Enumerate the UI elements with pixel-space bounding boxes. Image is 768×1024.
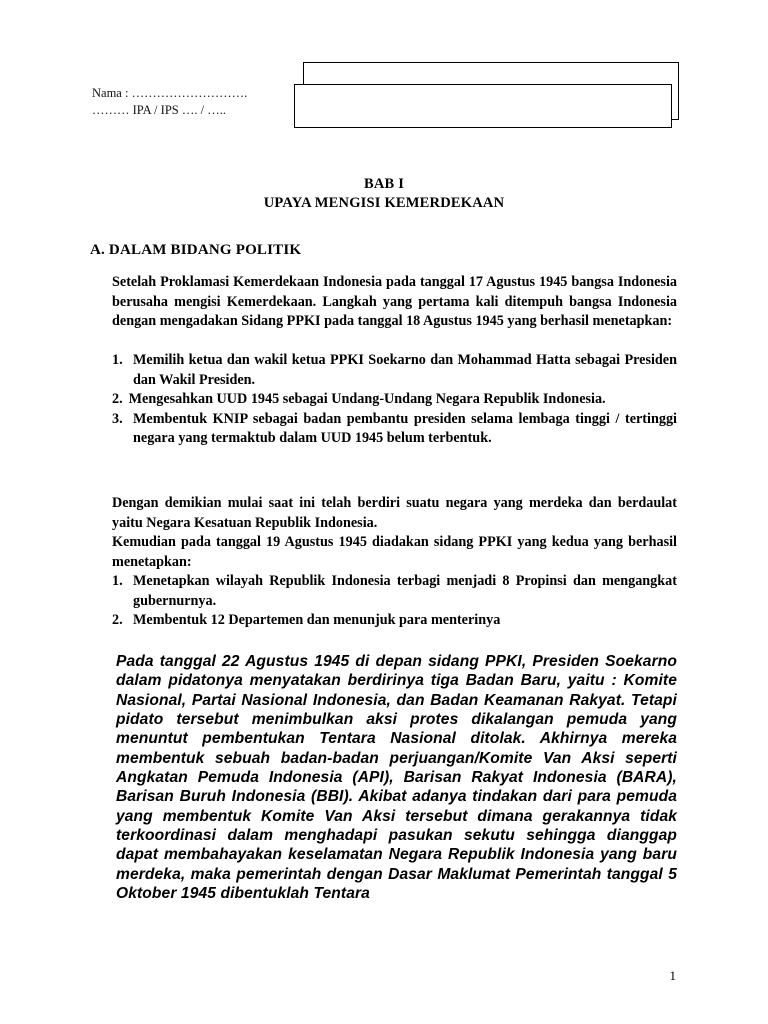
list-number: 2. xyxy=(112,391,123,408)
list-text: Mengesahkan UUD 1945 sebagai Undang-Undang Negara Republik Indonesia. xyxy=(128,391,606,408)
list-item xyxy=(112,390,677,410)
list-number: 1. xyxy=(112,352,123,368)
italic-paragraph: Pada tanggal 22 Agustus 1945 di depan sidang PPKI, Presiden Soekarno dalam pidatonya menyatakan berdirinya tiga Badan Baru, yaitu : Komite Nasional, Partai Nasional Indonesia, dan Badan Keamanan Rakyat. Tetapi pidato tersebut menimbulkan aksi protes dikalangan pemuda yang menuntut pembentukan Tentara Nasional ditolak. Akhirnya mereka membentuk sebuah badan-badan perjuangan/Komite Van Aksi seperti Angkatan Pemuda Indonesia (API), Barisan Rakyat Indonesia (BARA), Barisan Buruh Indonesia (BBI). Akibat adanya tindakan dari para pemuda yang membentuk Komite Van Aksi tersebut dimana gerakannya tidak terkoordinasi dalam menghadapi pasukan sekutu sehingga dianggap dapat membahayakan keselamatan Negara Republik Indonesia yang baru merdeka, maka pemerintah dengan Dasar Maklumat Pemerintah tanggal 5 Oktober 1945 dibentuklah Tentara xyxy=(116,653,677,903)
list-text: Membentuk 12 Departemen dan menunjuk para menterinya xyxy=(133,612,501,629)
chapter-title: UPAYA MENGISI KEMERDEKAAN xyxy=(263,195,505,211)
list-item xyxy=(112,410,677,449)
page-number: 1 xyxy=(669,968,676,983)
list-text: Membentuk KNIP sebagai badan pembantu presiden selama lembaga tinggi / tertinggi negara yang termaktub dalam UUD 1945 belum terbentuk. xyxy=(133,410,677,447)
list-number: 3. xyxy=(112,410,123,427)
class-field: ……… IPA / IPS …. / ….. xyxy=(92,103,226,117)
list-item xyxy=(112,351,677,390)
list-number: 2. xyxy=(112,612,123,629)
ppki-first-session-list xyxy=(112,351,677,449)
second-session-paragraph: Kemudian pada tanggal 19 Agustus 1945 diadakan sidang PPKI yang kedua yang berhasil menetapkan: xyxy=(112,534,677,570)
ppki-second-session-list xyxy=(112,572,677,631)
list-item xyxy=(112,572,677,611)
list-text: Memilih ketua dan wakil ketua PPKI Soekarno dan Mohammad Hatta sebagai Presiden dan Wakil Presiden. xyxy=(133,352,677,388)
chapter-number: BAB I xyxy=(363,176,405,192)
section-heading: A. DALAM BIDANG POLITIK xyxy=(90,242,302,258)
list-number: 1. xyxy=(112,573,123,589)
header-box-front xyxy=(294,84,672,128)
student-name-field: Nama : ………………………. xyxy=(92,86,248,100)
declaration-paragraph: Dengan demikian mulai saat ini telah berdiri suatu negara yang merdeka dan berdaulat yaitu Negara Kesatuan Republik Indonesia. xyxy=(112,495,677,531)
intro-paragraph: Setelah Proklamasi Kemerdekaan Indonesia pada tanggal 17 Agustus 1945 bangsa Indonesia berusaha mengisi Kemerdekaan. Langkah yang pertama kali ditempuh bangsa Indonesia dengan mengadakan Sidang PPKI pada tanggal 18 Agustus 1945 yang berhasil menetapkan: xyxy=(112,274,677,330)
list-text: Menetapkan wilayah Republik Indonesia terbagi menjadi 8 Propinsi dan mengangkat gubernurnya. xyxy=(133,573,677,609)
list-item xyxy=(112,611,677,631)
